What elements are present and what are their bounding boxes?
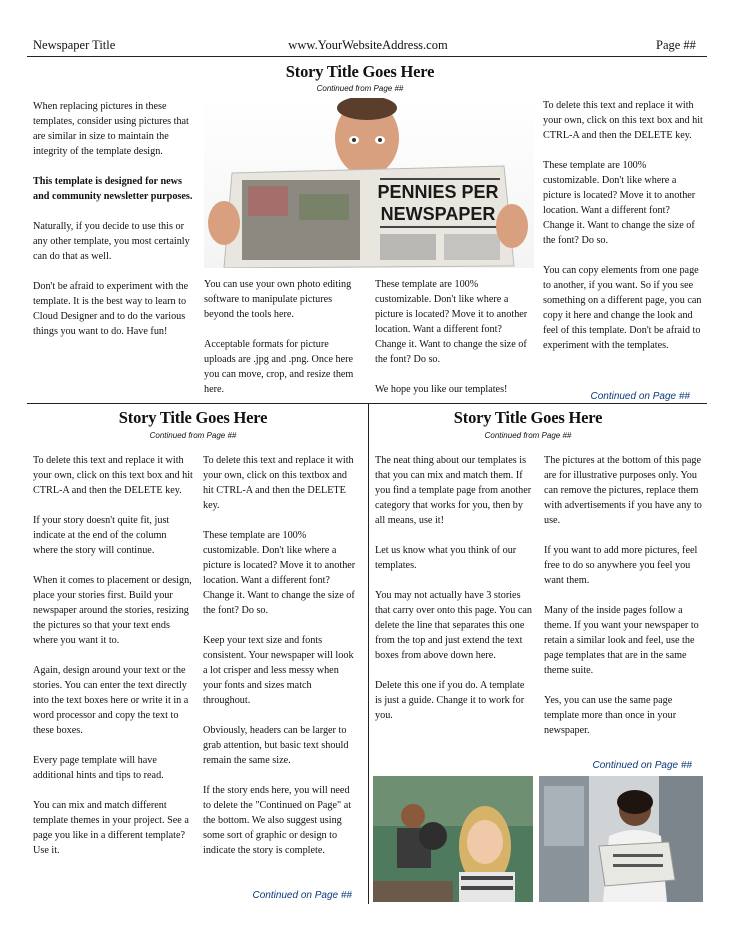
- photo-headline-1: PENNIES PER: [377, 182, 499, 202]
- paragraph: Obviously, headers can be larger to grab attention, but basic text should remain the same size.: [203, 725, 349, 766]
- story-top-column-2: [204, 277, 360, 412]
- page-number: Page ##: [656, 38, 696, 52]
- businesswoman-illustration: [539, 776, 703, 902]
- paragraph: These template are 100% customizable. Don't like where a picture is located? Move it to another location. Want a different font? Change it. Want to change the size of the font? Do so.: [543, 160, 696, 246]
- paragraph: To delete this text and replace it with your own, click on this textbox and hit CTRL-A and then the DELETE key.: [203, 455, 354, 511]
- section-divider: [27, 403, 707, 404]
- paragraph: We hope you like our templates!: [375, 384, 508, 395]
- newspaper-reader-illustration: [204, 98, 534, 268]
- story-right-continued-from: Continued from Page ##: [484, 431, 572, 440]
- student-illustration: [373, 776, 533, 902]
- paragraph: To delete this text and replace it with your own, click on this text box and hit CTRL-A and then the DELETE key.: [543, 100, 703, 141]
- header-rule: [27, 56, 707, 57]
- paragraph: Let us know what you think of our templates.: [375, 545, 517, 571]
- column-divider: [368, 404, 369, 904]
- story-top-column-4: [543, 98, 703, 368]
- paragraph: You can copy elements from one page to another, if you want. So if you see something on a different page, you can copy it here and change the look and feel of this template. Don't be afraid to experiment with the templates.: [543, 265, 702, 351]
- newspaper-title: Newspaper Title: [33, 38, 116, 52]
- story-left-column-2: [203, 453, 359, 873]
- newspaper-reader-photo: [204, 98, 534, 268]
- story-right-continued-on: Continued on Page ##: [592, 760, 692, 771]
- paragraph: If the story ends here, you will need to delete the "Continued on Page" at the bottom. We also suggest using some sort of graphic or design to indicate the story is complete.: [203, 785, 352, 856]
- paragraph: The pictures at the bottom of this page are for illustrative purposes only. You can remove the pictures, replace them with advertisements if you have any to use.: [544, 455, 702, 526]
- story-top-title: Story Title Goes Here: [285, 62, 435, 81]
- paragraph: If your story doesn't quite fit, just indicate at the end of the column where the story will continue.: [33, 515, 170, 556]
- website-address: www.YourWebsiteAddress.com: [288, 38, 448, 52]
- paragraph: Yes, you can use the same page template more than once in your newspaper.: [544, 695, 677, 736]
- paragraph: If you want to add more pictures, feel free to do so anywhere you feel you want them.: [544, 545, 698, 586]
- story-right-column-1: [375, 453, 533, 738]
- paragraph: The neat thing about our templates is that you can mix and match them. If you find a template page from another category that works for you, then by all means, use it!: [375, 455, 532, 526]
- paragraph: These template are 100% customizable. Don't like where a picture is located? Move it to another location. Want a different font? Change it. Want to change the size of the font? Do so.: [203, 530, 356, 616]
- story-left-continued-on: Continued on Page ##: [252, 890, 352, 901]
- paragraph: Every page template will have additional hints and tips to read.: [33, 755, 164, 781]
- story-left-title: Story Title Goes Here: [118, 408, 268, 427]
- paragraph: Keep your text size and fonts consistent. Your newspaper will look a lot crisper and less messy when your fonts and sizes match throughout.: [203, 635, 354, 706]
- paragraph: Don't be afraid to experiment with the template. It is the best way to learn to Cloud Designer and to do the various things you want to do. Have fun!: [33, 281, 189, 337]
- businesswoman-photo: [539, 776, 703, 902]
- paragraph: Delete this one if you do. A template is just a guide. Change it to work for you.: [375, 680, 525, 721]
- paragraph: These template are 100% customizable. Don't like where a picture is located? Move it to another location. Want a different font? Change it. Want to change the size of the font? Do so.: [375, 279, 528, 365]
- story-top-continued-on: Continued on Page ##: [590, 391, 690, 402]
- paragraph: When it comes to placement or design, place your stories first. Build your newspaper around the stories, resizing the pictures so that your text ends where you want it to.: [33, 575, 192, 646]
- paragraph: To delete this text and replace it with your own, click on this text box and hit CTRL-A and then the DELETE key.: [33, 455, 193, 496]
- student-photo: [373, 776, 533, 902]
- story-top-column-3: [375, 277, 531, 412]
- paragraph: Acceptable formats for picture uploads are .jpg and .png. Once here you can move, crop, and resize them here.: [204, 339, 354, 395]
- story-right-title: Story Title Goes Here: [453, 408, 603, 427]
- paragraph: You can mix and match different template themes in your project. See a page you like in a different template? Use it.: [33, 800, 189, 856]
- paragraph: Again, design around your text or the stories. You can enter the text directly into the text boxes here or write it in a word processor and copy the text to these boxes.: [33, 665, 189, 736]
- paragraph: Many of the inside pages follow a theme. If you want your newspaper to retain a similar look and feel, use the page templates that are in the same theme suite.: [544, 605, 699, 676]
- paragraph: You may not actually have 3 stories that carry over onto this page. You can delete the line that separates this one from the top and just extend the text boxes from above down here.: [375, 590, 533, 661]
- paragraph: Naturally, if you decide to use this or any other template, you most certainly can do that as well.: [33, 221, 190, 262]
- story-left-continued-from: Continued from Page ##: [149, 431, 237, 440]
- story-top-column-1: [33, 99, 193, 354]
- story-right-column-2: [544, 453, 702, 753]
- paragraph: When replacing pictures in these templates, consider using pictures that are similar in size to maintain the integrity of the template design.: [33, 101, 189, 157]
- story-left-column-1: [33, 453, 193, 873]
- photo-headline-2: NEWSPAPER: [380, 204, 496, 224]
- story-top-continued-from: Continued from Page ##: [316, 84, 404, 93]
- paragraph: This template is designed for news and community newsletter purposes.: [33, 176, 193, 202]
- paragraph: You can use your own photo editing software to manipulate pictures beyond the tools here.: [204, 279, 352, 320]
